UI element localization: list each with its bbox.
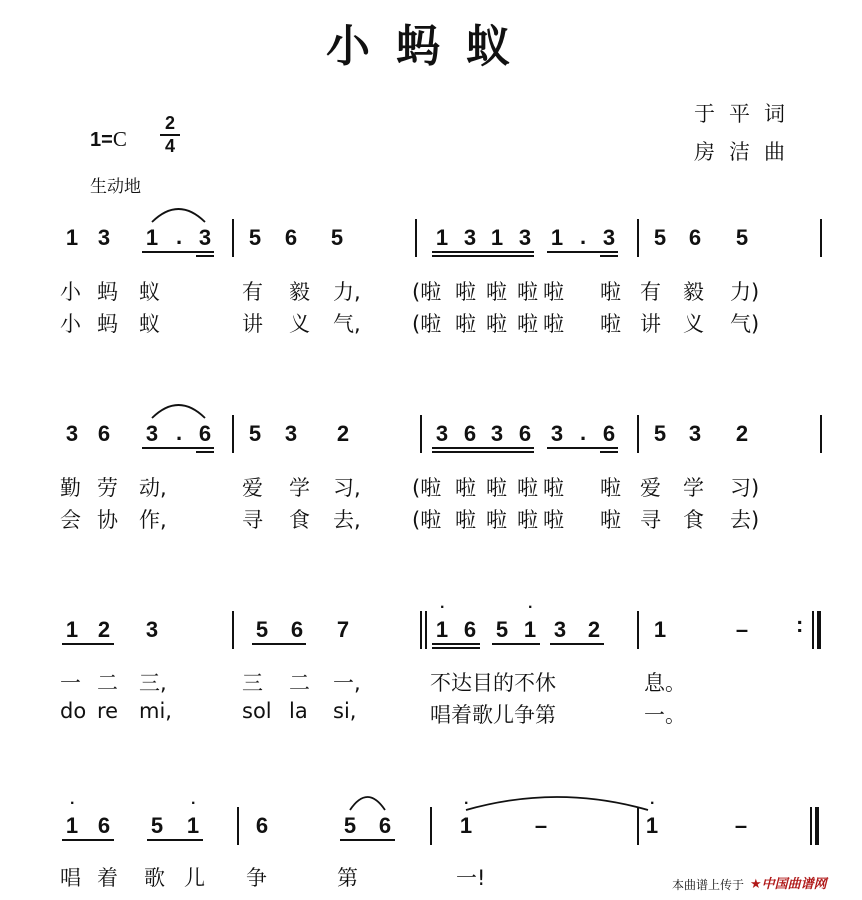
barline [425,611,427,649]
lyric-syllable: 歌 [144,866,165,890]
tempo-marking: 生动地 [90,177,141,197]
tie-slur [464,792,650,812]
note: 3 [145,617,159,642]
note: 3 [490,421,504,446]
barline [232,219,234,257]
note: 5 [248,421,262,446]
octave-dot: · [464,795,470,812]
note: 5 [150,813,164,838]
lyric-syllable: 三 [242,671,263,695]
note: 1 [459,813,473,838]
lyric-syllable: 啦 [486,508,507,532]
underline [547,447,618,449]
time-bottom: 4 [164,136,175,156]
lyric-syllable: 爱 [640,476,661,500]
lyric-syllable: 息。 [644,671,686,695]
underline [432,647,480,649]
lyric-syllable: 二 [289,671,310,695]
underline [550,643,604,645]
note: 3 [518,225,532,250]
lyric-syllable: 协 [97,508,118,532]
lyric-syllable: 争 [246,866,267,890]
underline [600,451,618,453]
note: 1 [65,617,79,642]
underline [432,451,534,453]
lyric-syllable: 寻 [242,508,263,532]
lyric-syllable: 啦 [600,312,621,336]
lyric-syllable: 有 [242,280,263,304]
lyric-syllable: 力, [333,280,361,304]
lyric-syllable: 啦 [600,508,621,532]
lyric-syllable: 蚂 [97,280,118,304]
time-signature [160,114,180,156]
tie-slur [150,400,207,420]
note: 5 [255,617,269,642]
barline [637,611,639,649]
time-top: 2 [164,113,175,133]
lyric-syllable: 勤 [60,476,81,500]
lyric-syllable: 儿 [184,866,205,890]
note: 5 [343,813,357,838]
note: 2 [336,421,350,446]
underline [62,839,114,841]
lyric-syllable: 一 [60,671,81,695]
underline [600,255,618,257]
underline [432,643,480,645]
note: 1 [435,617,449,642]
note: 6 [290,617,304,642]
note: 2 [97,617,111,642]
lyric-syllable: 小 [60,280,81,304]
lyric-syllable: (啦 [412,280,442,304]
lyric-syllable: (啦 [412,508,442,532]
lyric-syllable: 一! [456,866,486,890]
note: 1 [653,617,667,642]
note: 6 [518,421,532,446]
lyric-syllable: 啦 [455,280,476,304]
dash-note: – [735,617,749,642]
lyric-syllable: 啦 [517,476,538,500]
note: 5 [735,225,749,250]
lyric-syllable: 义 [289,312,310,336]
note: 3 [688,421,702,446]
underline [492,643,540,645]
lyric-syllable: 啦 [600,476,621,500]
lyric-syllable: 劳 [97,476,118,500]
note: 3 [435,421,449,446]
lyric-syllable: 一, [333,671,361,695]
lyric-syllable: 啦 [486,476,507,500]
key-prefix: 1= [90,129,113,151]
repeat-dots: : [796,612,804,637]
lyric-syllable: 二 [97,671,118,695]
lyric-syllable: 第 [337,866,358,890]
lyric-syllable: 啦 [517,312,538,336]
note: 3 [145,421,159,446]
lyric-syllable: la [289,699,308,723]
note: 6 [255,813,269,838]
note: 6 [198,421,212,446]
barline [815,807,819,845]
lyric-syllable: 气, [333,312,361,336]
underline [62,643,114,645]
lyric-syllable: 毅 [683,280,704,304]
tie-slur [150,204,207,224]
lyric-syllable: 去) [730,508,760,532]
note: 5 [653,421,667,446]
site-name: 中国曲谱网 [761,877,827,892]
note: 3 [553,617,567,642]
lyric-syllable: 啦 [543,508,564,532]
note: 5 [653,225,667,250]
note: 6 [463,617,477,642]
underline [547,251,618,253]
lyric-syllable: 蚁 [139,280,160,304]
octave-dot: · [70,795,76,812]
lyric-syllable: si, [333,699,357,723]
lyric-syllable: 蚁 [139,312,160,336]
lyric-syllable: 寻 [640,508,661,532]
note: 3 [284,421,298,446]
note: 3 [97,225,111,250]
barline [820,415,822,453]
lyric-syllable: 唱着歌儿争第 [430,703,556,727]
note: 6 [97,421,111,446]
underline [196,451,214,453]
barline [637,415,639,453]
note: 5 [330,225,344,250]
lyric-syllable: 有 [640,280,661,304]
note: 6 [97,813,111,838]
note: 1 [65,813,79,838]
lyric-syllable: 蚂 [97,312,118,336]
note: 2 [735,421,749,446]
note: 1 [186,813,200,838]
lyric-syllable: 义 [683,312,704,336]
lyric-syllable: 啦 [600,280,621,304]
underline [147,839,203,841]
lyric-syllable: 去, [333,508,361,532]
underline [196,255,214,257]
underline [432,251,534,253]
lyric-syllable: 气) [730,312,760,336]
lyric-syllable: 毅 [289,280,310,304]
barline [637,807,639,845]
underline [142,447,214,449]
underline [432,255,534,257]
note: 2 [587,617,601,642]
lyric-syllable: 唱 [60,866,81,890]
barline [237,807,239,845]
lyric-syllable: 讲 [640,312,661,336]
augmentation-dot: . [176,224,183,249]
lyric-syllable: mi, [139,699,172,723]
lyric-syllable: 习, [333,476,361,500]
key-letter: C [112,127,127,151]
note: 3 [198,225,212,250]
lyric-syllable: 不达目的不休 [430,671,556,695]
octave-dot: · [440,599,446,616]
note: 3 [602,225,616,250]
augmentation-dot: . [580,420,587,445]
lyric-syllable: 学 [289,476,310,500]
underline [340,839,395,841]
barline [232,415,234,453]
note: 1 [645,813,659,838]
lyric-syllable: 小 [60,312,81,336]
note: 3 [550,421,564,446]
lyric-syllable: 啦 [455,476,476,500]
lyric-syllable: sol [242,699,272,723]
note: 5 [495,617,509,642]
note: 6 [284,225,298,250]
lyric-syllable: 学 [683,476,704,500]
lyric-syllable: 讲 [242,312,263,336]
lyric-syllable: 啦 [543,476,564,500]
barline [415,219,417,257]
note: 6 [378,813,392,838]
barline [232,611,234,649]
lyric-syllable: (啦 [412,312,442,336]
barline [812,611,814,649]
octave-dot: · [650,795,656,812]
lyric-syllable: 三, [139,671,167,695]
lyric-syllable: 啦 [543,312,564,336]
note: 7 [336,617,350,642]
augmentation-dot: . [176,420,183,445]
note: 1 [550,225,564,250]
lyricist-credit: 于平词 [694,102,799,126]
lyric-syllable: 啦 [486,280,507,304]
note: 1 [65,225,79,250]
lyric-syllable: re [97,699,119,723]
composer-credit: 房洁曲 [694,140,799,164]
lyric-syllable: 啦 [455,508,476,532]
barline [810,807,812,845]
tie-slur [348,792,387,812]
octave-dot: · [528,599,534,616]
underline [142,251,214,253]
barline [420,611,422,649]
dash-note: – [734,813,748,838]
note: 3 [65,421,79,446]
note: 5 [248,225,262,250]
note: 1 [145,225,159,250]
lyric-syllable: do [60,699,87,723]
note: 1 [523,617,537,642]
lyric-syllable: 会 [60,508,81,532]
note: 3 [463,225,477,250]
lyric-syllable: 着 [97,866,118,890]
lyric-syllable: 啦 [455,312,476,336]
lyric-syllable: 习) [730,476,760,500]
lyric-syllable: (啦 [412,476,442,500]
augmentation-dot: . [580,224,587,249]
underline [252,643,306,645]
song-title: 小蚂蚁 [326,21,536,72]
note: 6 [602,421,616,446]
lyric-syllable: 力) [730,280,760,304]
underline [432,447,534,449]
lyric-syllable: 一。 [644,703,686,727]
lyric-syllable: 动, [139,476,167,500]
barline [820,219,822,257]
lyric-syllable: 啦 [486,312,507,336]
lyric-syllable: 啦 [517,280,538,304]
lyric-syllable: 食 [683,508,704,532]
lyric-syllable: 啦 [543,280,564,304]
barline [420,415,422,453]
note: 6 [463,421,477,446]
key-signature [90,127,127,152]
lyric-syllable: 作, [139,508,167,532]
lyric-syllable: 啦 [517,508,538,532]
octave-dot: · [191,795,197,812]
barline [430,807,432,845]
note: 1 [490,225,504,250]
note: 6 [688,225,702,250]
dash-note: – [534,813,548,838]
lyric-syllable: 食 [289,508,310,532]
barline [817,611,821,649]
upload-note: 本曲谱上传于 [672,878,745,892]
site-logo: ★中国曲谱网 [750,877,827,892]
lyric-syllable: 爱 [242,476,263,500]
note: 1 [435,225,449,250]
barline [637,219,639,257]
